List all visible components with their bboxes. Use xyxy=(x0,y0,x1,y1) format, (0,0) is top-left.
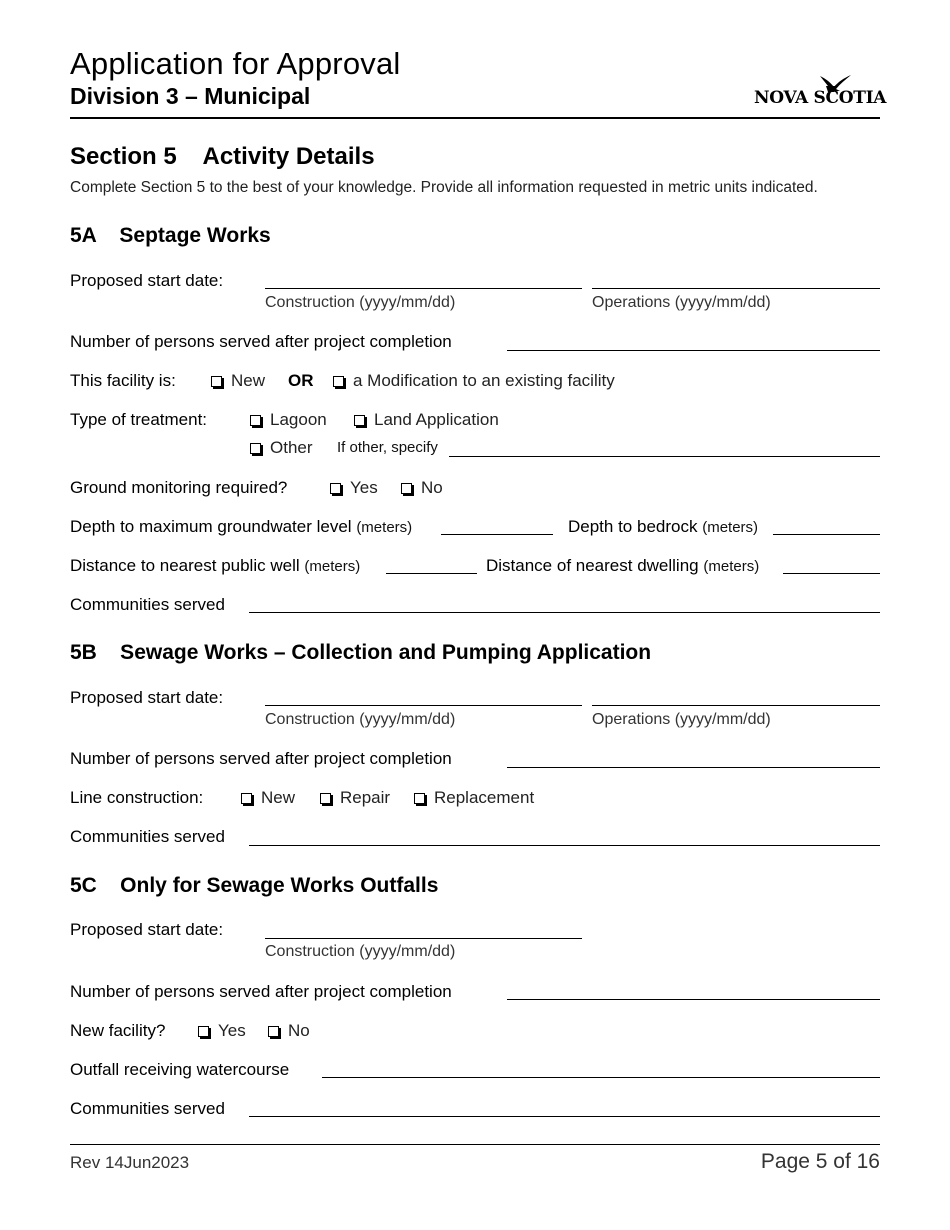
5a-depth-bedrock-field[interactable] xyxy=(773,534,880,535)
5a-dist-well-field[interactable] xyxy=(386,573,477,574)
5c-outfall-label: Outfall receiving watercourse xyxy=(70,1060,290,1079)
logo-wordmark: NOVA SCOTIA xyxy=(754,88,887,108)
5a-ground-yes-option[interactable]: Yes xyxy=(330,478,378,498)
5a-dist-well-label: Distance to nearest public well (meters) xyxy=(70,556,361,575)
5a-operations-caption: Operations (yyyy/mm/dd) xyxy=(592,294,771,311)
5a-facility-new-option[interactable]: New xyxy=(211,371,265,391)
5b-line-replacement-option[interactable]: Replacement xyxy=(414,788,534,808)
5c-construction-date-field[interactable] xyxy=(265,938,582,939)
checkbox-icon[interactable] xyxy=(250,415,261,426)
checkbox-icon[interactable] xyxy=(268,1026,279,1037)
footer-revision: Rev 14Jun2023 xyxy=(70,1153,190,1172)
5b-operations-caption: Operations (yyyy/mm/dd) xyxy=(592,711,771,728)
checkbox-icon[interactable] xyxy=(333,376,344,387)
document-subtitle: Division 3 – Municipal xyxy=(70,83,311,109)
checkbox-icon[interactable] xyxy=(330,483,341,494)
nova-scotia-logo xyxy=(754,72,887,108)
5a-depth-gw-label: Depth to maximum groundwater level (meters) xyxy=(70,517,413,536)
subsection-5c-title: 5C Only for Sewage Works Outfalls xyxy=(70,874,439,897)
checkbox-icon[interactable] xyxy=(250,443,261,454)
5b-persons-label: Number of persons served after project completion xyxy=(70,749,452,768)
5a-persons-label: Number of persons served after project completion xyxy=(70,332,452,351)
5b-persons-field[interactable] xyxy=(507,767,880,768)
5b-construction-caption: Construction (yyyy/mm/dd) xyxy=(265,711,456,728)
5b-communities-label: Communities served xyxy=(70,827,225,846)
5c-new-facility-no-option[interactable]: No xyxy=(268,1021,310,1041)
checkbox-icon[interactable] xyxy=(198,1026,209,1037)
5a-treatment-lagoon-option[interactable]: Lagoon xyxy=(250,410,327,430)
5a-ground-label: Ground monitoring required? xyxy=(70,478,288,497)
5a-specify-label: If other, specify xyxy=(337,439,438,456)
5b-communities-field[interactable] xyxy=(249,845,880,846)
checkbox-icon[interactable] xyxy=(211,376,222,387)
subsection-5b-title: 5B Sewage Works – Collection and Pumping Application xyxy=(70,641,652,664)
5c-outfall-field[interactable] xyxy=(322,1077,880,1078)
5c-construction-caption: Construction (yyyy/mm/dd) xyxy=(265,943,456,960)
5a-ground-no-option[interactable]: No xyxy=(401,478,443,498)
5b-construction-date-field[interactable] xyxy=(265,705,582,706)
5c-new-facility-yes-option[interactable]: Yes xyxy=(198,1021,246,1041)
subsection-5a-title: 5A Septage Works xyxy=(70,224,271,247)
document-title: Application for Approval xyxy=(70,46,401,81)
5c-start-date-label: Proposed start date: xyxy=(70,920,224,939)
5a-facility-label: This facility is: xyxy=(70,371,176,390)
5a-construction-date-field[interactable] xyxy=(265,288,582,289)
5c-communities-label: Communities served xyxy=(70,1099,225,1118)
5a-depth-bedrock-label: Depth to bedrock (meters) xyxy=(568,517,759,536)
5a-construction-caption: Construction (yyyy/mm/dd) xyxy=(265,294,456,311)
footer-rule xyxy=(70,1144,880,1145)
5a-facility-or: OR xyxy=(288,371,314,390)
5a-operations-date-field[interactable] xyxy=(592,288,880,289)
5a-facility-modification-option[interactable]: a Modification to an existing facility xyxy=(333,371,615,391)
checkbox-icon[interactable] xyxy=(320,793,331,804)
5a-communities-field[interactable] xyxy=(249,612,880,613)
checkbox-icon[interactable] xyxy=(354,415,365,426)
5a-dist-dwelling-field[interactable] xyxy=(783,573,880,574)
5a-start-date-label: Proposed start date: xyxy=(70,271,224,290)
header-rule xyxy=(70,117,880,119)
5a-depth-gw-field[interactable] xyxy=(441,534,553,535)
section-title: Section 5 Activity Details xyxy=(70,143,375,170)
checkbox-icon[interactable] xyxy=(414,793,425,804)
5a-specify-field[interactable] xyxy=(449,456,880,457)
checkbox-icon[interactable] xyxy=(241,793,252,804)
5b-line-new-option[interactable]: New xyxy=(241,788,295,808)
5a-treatment-other-option[interactable]: Other xyxy=(250,438,313,458)
5a-persons-field[interactable] xyxy=(507,350,880,351)
5a-treatment-label: Type of treatment: xyxy=(70,410,208,429)
5a-treatment-land-option[interactable]: Land Application xyxy=(354,410,499,430)
section-intro: Complete Section 5 to the best of your knowledge. Provide all information requested in metric units indicated. xyxy=(70,179,818,196)
footer-page-number: Page 5 of 16 xyxy=(760,1150,880,1173)
5b-line-label: Line construction: xyxy=(70,788,204,807)
5c-persons-field[interactable] xyxy=(507,999,880,1000)
5c-new-facility-label: New facility? xyxy=(70,1021,166,1040)
5a-dist-dwelling-label: Distance of nearest dwelling (meters) xyxy=(486,556,760,575)
checkbox-icon[interactable] xyxy=(401,483,412,494)
5b-start-date-label: Proposed start date: xyxy=(70,688,224,707)
5c-communities-field[interactable] xyxy=(249,1116,880,1117)
5c-persons-label: Number of persons served after project completion xyxy=(70,982,452,1001)
5a-communities-label: Communities served xyxy=(70,595,225,614)
5b-operations-date-field[interactable] xyxy=(592,705,880,706)
5b-line-repair-option[interactable]: Repair xyxy=(320,788,390,808)
